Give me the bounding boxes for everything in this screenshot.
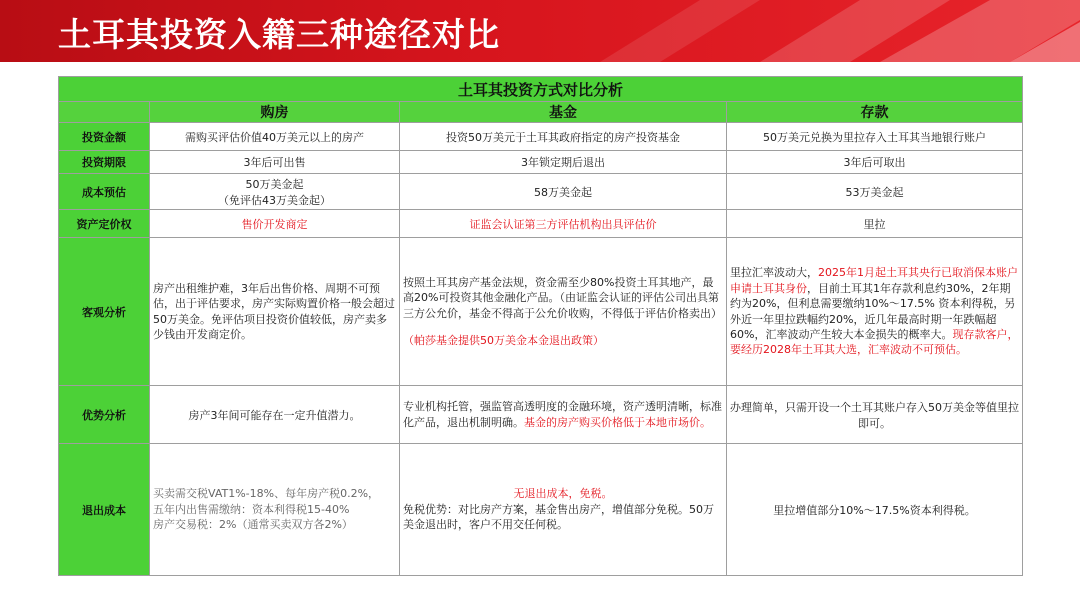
cell-analysis-house: 房产出租维护难，3年后出售价格、周期不可预估，出于评估要求，房产实际购置价格一般会超过50万美金。免评估项目投资价值较低，房产卖多少钱由开发商定价。 [150, 238, 400, 386]
cost-house-line-1: 50万美金起 [245, 177, 304, 191]
exit-house-line-1: 买卖需交税VAT1%-18%、每年房产税0.2%， [153, 487, 380, 501]
cell-cost-house [150, 174, 400, 210]
cost-house-line-2: （免评估43万美金起） [218, 193, 331, 207]
header-corner [59, 102, 150, 123]
table-title-row [59, 77, 1023, 102]
cell-amount-house: 需购买评估价值40万美元以上的房产 [150, 123, 400, 151]
table-row-cost [59, 174, 1023, 210]
cell-pricing-house: 售价开发商定 [150, 210, 400, 238]
exit-house-line-2: 五年内出售需缴纳：资本利得税15-40% [153, 502, 350, 516]
cell-amount-deposit: 50万美元兑换为里拉存入土耳其当地银行账户 [727, 123, 1023, 151]
row-label-cost: 成本预估 [59, 174, 150, 210]
analysis-fund-text: 按照土耳其房产基金法规，资金需至少80%投资土耳其地产，最高20%可投资其他金融化产品。（由证监会认证的评估公司出具第三方公允价，基金不得高于公允价收购，不得低于评估价格卖出） [403, 275, 722, 320]
table-row-advantage [59, 386, 1023, 444]
advantage-fund-text: 专业机构托管，强监管高透明度的金融环境，资产透明清晰，标准化产品，退出机制明确。 [403, 400, 722, 429]
advantage-fund-highlight: 基金的房产购买价格低于本地市场价。 [524, 415, 711, 429]
cell-advantage-fund [400, 386, 727, 444]
exit-fund-text: 免税优势：对比房产方案，基金售出房产，增值部分免税。50万美金退出时，客户不用交任何税。 [403, 502, 714, 532]
exit-house-line-3: 房产交易税：2%（通常买卖双方各2%） [153, 518, 353, 532]
cell-pricing-deposit: 里拉 [727, 210, 1023, 238]
cell-analysis-deposit [727, 238, 1023, 386]
comparison-table [58, 76, 1023, 576]
cell-pricing-fund: 证监会认证第三方评估机构出具评估价 [400, 210, 727, 238]
column-header-house: 购房 [150, 102, 400, 123]
cell-period-deposit: 3年后可取出 [727, 151, 1023, 174]
table-row-pricing [59, 210, 1023, 238]
cell-advantage-house: 房产3年间可能存在一定升值潜力。 [150, 386, 400, 444]
cell-analysis-fund [400, 238, 727, 386]
cell-cost-deposit: 53万美金起 [727, 174, 1023, 210]
cell-amount-fund: 投资50万美元于土耳其政府指定的房产投资基金 [400, 123, 727, 151]
table-title: 土耳其投资方式对比分析 [59, 77, 1023, 102]
table-row-period [59, 151, 1023, 174]
cell-exit-house [150, 444, 400, 576]
title-banner [0, 0, 1080, 62]
row-label-exit: 退出成本 [59, 444, 150, 576]
cell-exit-fund [400, 444, 727, 576]
exit-fund-highlight: 无退出成本，免税。 [513, 487, 613, 501]
analysis-deposit-text-1: 里拉汇率波动大， [730, 266, 818, 280]
column-header-deposit: 存款 [727, 102, 1023, 123]
row-label-advantage: 优势分析 [59, 386, 150, 444]
analysis-deposit-highlight-1: 2025年1月起土耳其央行已取消保本账户申请土耳其身份 [730, 266, 1018, 295]
cell-advantage-deposit: 办理简单，只需开设一个土耳其账户存入50万美金等值里拉即可。 [727, 386, 1023, 444]
cell-period-house: 3年后可出售 [150, 151, 400, 174]
cell-cost-fund: 58万美金起 [400, 174, 727, 210]
cell-exit-deposit: 里拉增值部分10%～17.5%资本利得税。 [727, 444, 1023, 576]
analysis-deposit-highlight-2: 现存款客户，要经历2028年土耳其大选，汇率波动不可预估。 [730, 327, 1019, 357]
table-row-analysis [59, 238, 1023, 386]
row-label-period: 投资期限 [59, 151, 150, 174]
analysis-fund-spacer [403, 321, 723, 333]
row-label-amount: 投资金额 [59, 123, 150, 151]
page-title: 土耳其投资入籍三种途径对比 [58, 15, 500, 54]
row-label-pricing: 资产定价权 [59, 210, 150, 238]
cell-period-fund: 3年锁定期后退出 [400, 151, 727, 174]
table-row-exit [59, 444, 1023, 576]
column-header-fund: 基金 [400, 102, 727, 123]
analysis-deposit-text-2: ，目前土耳其1年存款利息约30%，2年期约为20%，但利息需要缴纳10%～17.5% 资本利得税，另外近一年里拉跌幅约20%，近几年最高时期一年跌幅超60%，汇率波动产生较大本金损失的概率大。 [730, 281, 1016, 341]
table-header-row [59, 102, 1023, 123]
table-row-amount [59, 123, 1023, 151]
analysis-fund-highlight: （帕莎基金提供50万美金本金退出政策） [403, 333, 604, 347]
row-label-analysis: 客观分析 [59, 238, 150, 386]
